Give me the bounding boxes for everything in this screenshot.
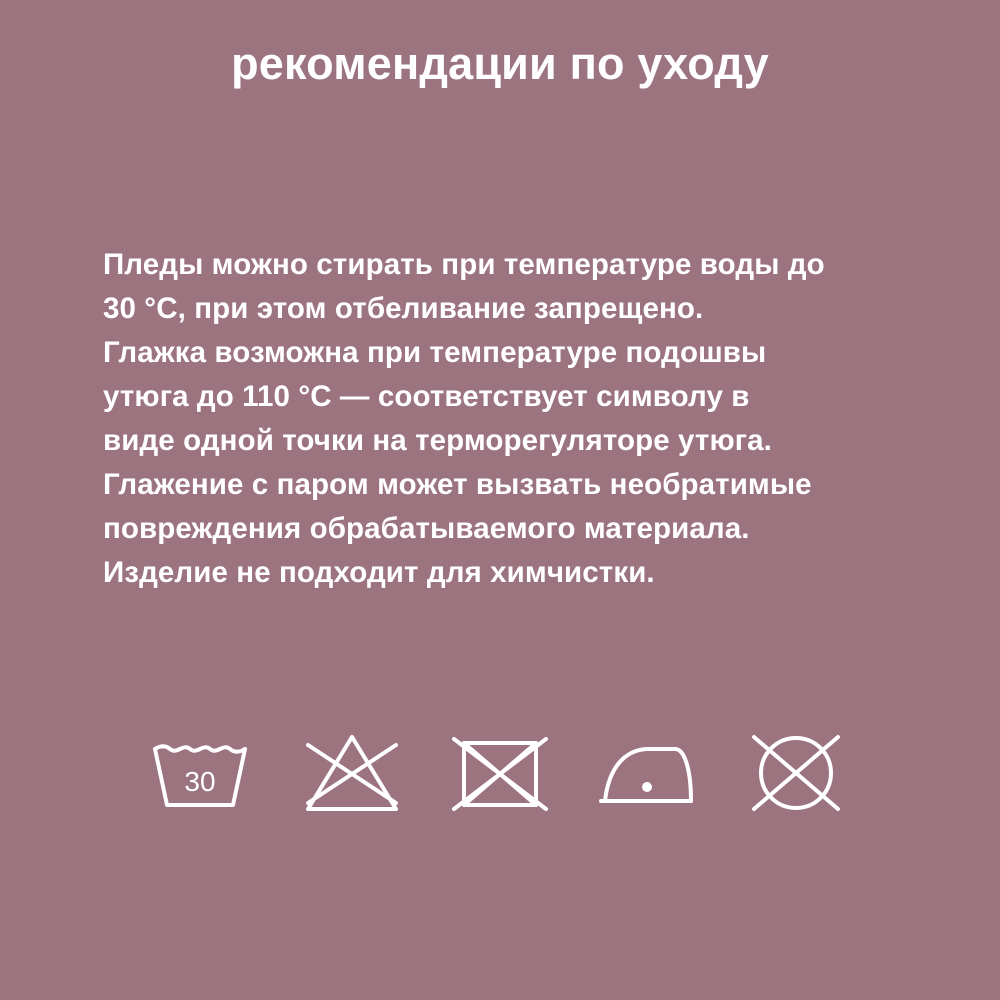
care-description (103, 243, 923, 595)
care-description-line: утюга до 110 °C — соответствует символу в (103, 380, 750, 413)
no-bleach-triangle-icon (297, 725, 407, 820)
wash-tub-30-icon (149, 725, 259, 820)
care-description-line: повреждения обрабатываемого материала. (103, 512, 750, 545)
wash-temperature-value: 30 (184, 765, 216, 797)
care-symbols-row (0, 725, 1000, 820)
care-description-line: Изделие не подходит для химчистки. (103, 556, 655, 589)
iron-one-dot-icon (593, 725, 703, 820)
care-description-line: 30 °C, при этом отбеливание запрещено. (103, 292, 704, 325)
page-title: рекомендации по уходу (231, 38, 769, 89)
care-description-line: Глажение с паром может вызвать необратимые (103, 468, 812, 501)
care-description-line: Глажка возможна при температуре подошвы (103, 336, 767, 369)
no-dry-clean-icon (741, 725, 851, 820)
no-tumble-dry-icon (445, 725, 555, 820)
care-description-line: виде одной точки на терморегуляторе утюга. (103, 424, 772, 457)
care-description-line: Пледы можно стирать при температуре воды до (103, 248, 825, 281)
